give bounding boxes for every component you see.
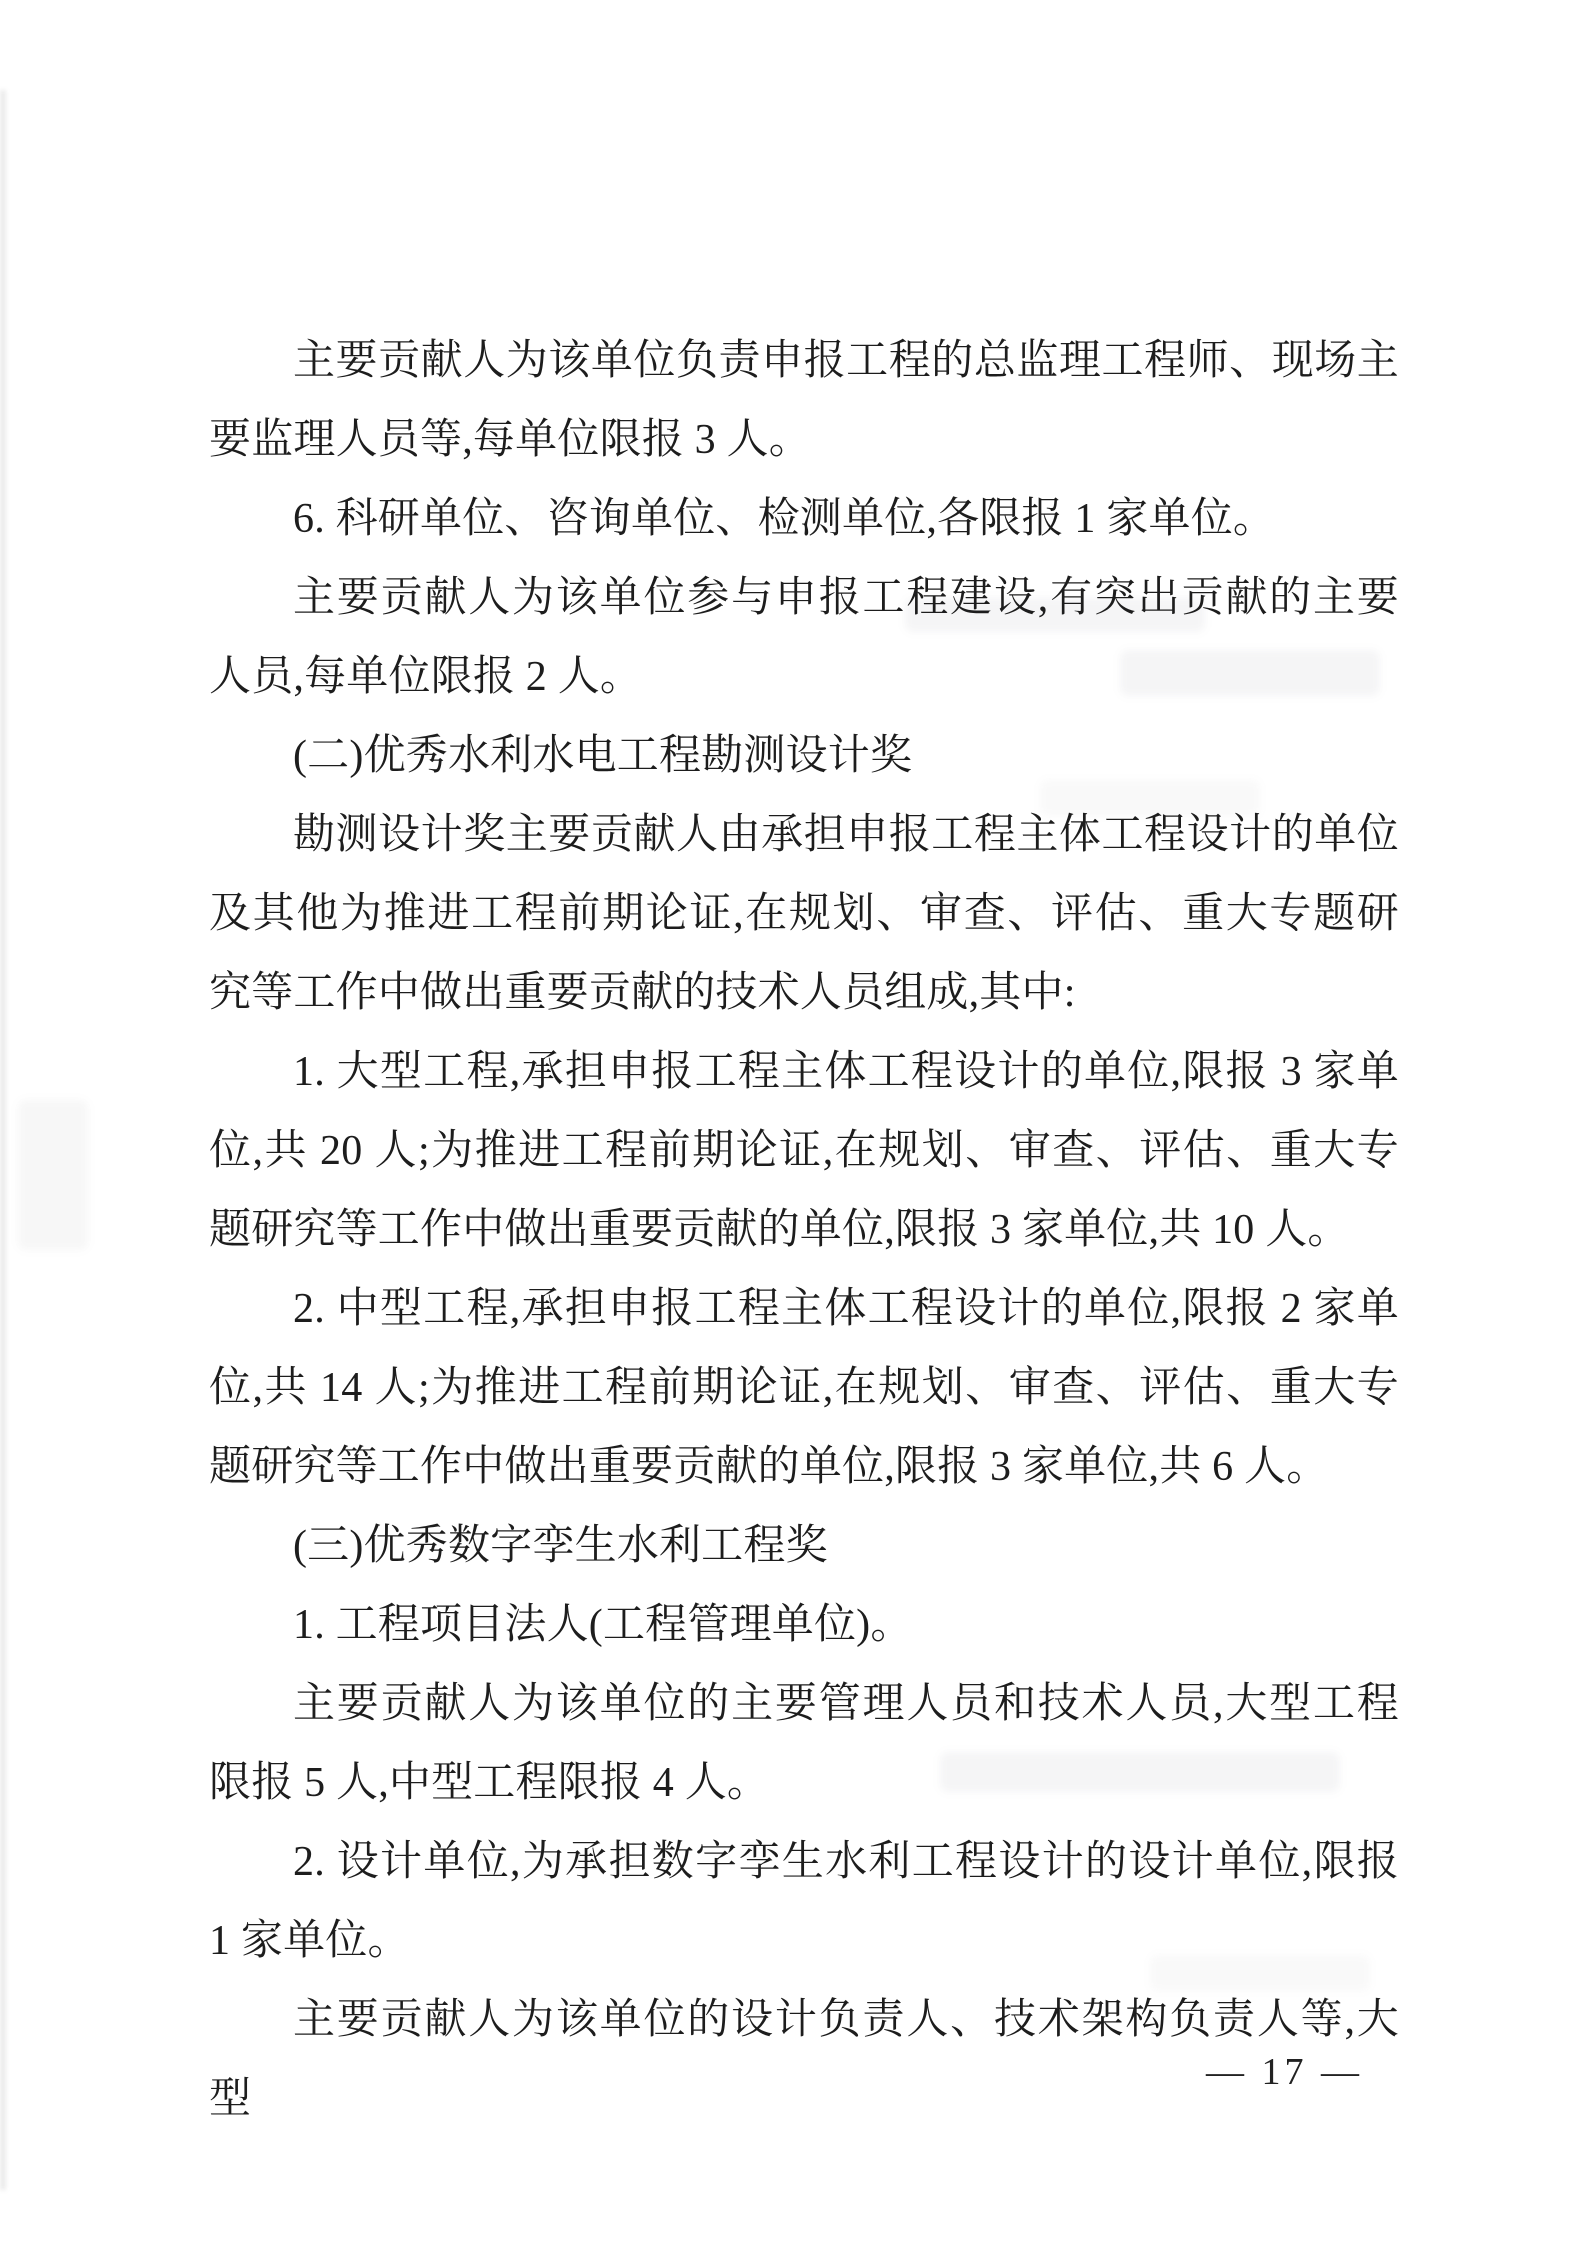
paragraph-design-contributors: 主要贡献人为该单位的设计负责人、技术架构负责人等,大型	[209, 1997, 1399, 2122]
paragraph-item-2-design-unit: 2. 设计单位,为承担数字孪生水利工程设计的设计单位,限报 1 家单位。	[209, 1839, 1399, 1964]
section-heading-2-survey-design-award: (二)优秀水利水电工程勘测设计奖	[293, 733, 913, 779]
paragraph-survey-design-intro: 勘测设计奖主要贡献人由承担申报工程主体工程设计的单位及其他为推进工程前期论证,在规划、审查、评估、重大专题研究等工作中做出重要贡献的技术人员组成,其中:	[209, 812, 1399, 1016]
paragraph-management-contributors: 主要贡献人为该单位的主要管理人员和技术人员,大型工程限报 5 人,中型工程限报 4 人。	[209, 1681, 1399, 1806]
paragraph-supervision-contributors: 主要贡献人为该单位负责申报工程的总监理工程师、现场主要监理人员等,每单位限报 3 人。	[209, 338, 1399, 463]
paragraph-construction-contributors: 主要贡献人为该单位参与申报工程建设,有突出贡献的主要人员,每单位限报 2 人。	[209, 575, 1399, 700]
paragraph-item-1-project-legal-person: 1. 工程项目法人(工程管理单位)。	[293, 1602, 913, 1648]
document-body	[209, 322, 1399, 2139]
scan-edge-shadow	[0, 90, 6, 2190]
page-number: — 17 —	[1206, 2051, 1363, 2093]
paragraph-item-1-large-projects: 1. 大型工程,承担申报工程主体工程设计的单位,限报 3 家单位,共 20 人;为推进工程前期论证,在规划、审查、评估、重大专题研究等工作中做出重要贡献的单位,限报 3 家单位,共 10 人。	[209, 1049, 1399, 1253]
scan-artifact	[18, 1100, 88, 1250]
paragraph-item-6-research-units: 6. 科研单位、咨询单位、检测单位,各限报 1 家单位。	[293, 496, 1276, 542]
section-heading-3-digital-twin-award: (三)优秀数字孪生水利工程奖	[293, 1523, 828, 1569]
paragraph-item-2-medium-projects: 2. 中型工程,承担申报工程主体工程设计的单位,限报 2 家单位,共 14 人;为推进工程前期论证,在规划、审查、评估、重大专题研究等工作中做出重要贡献的单位,限报 3 家单位,共 6 人。	[209, 1286, 1399, 1490]
